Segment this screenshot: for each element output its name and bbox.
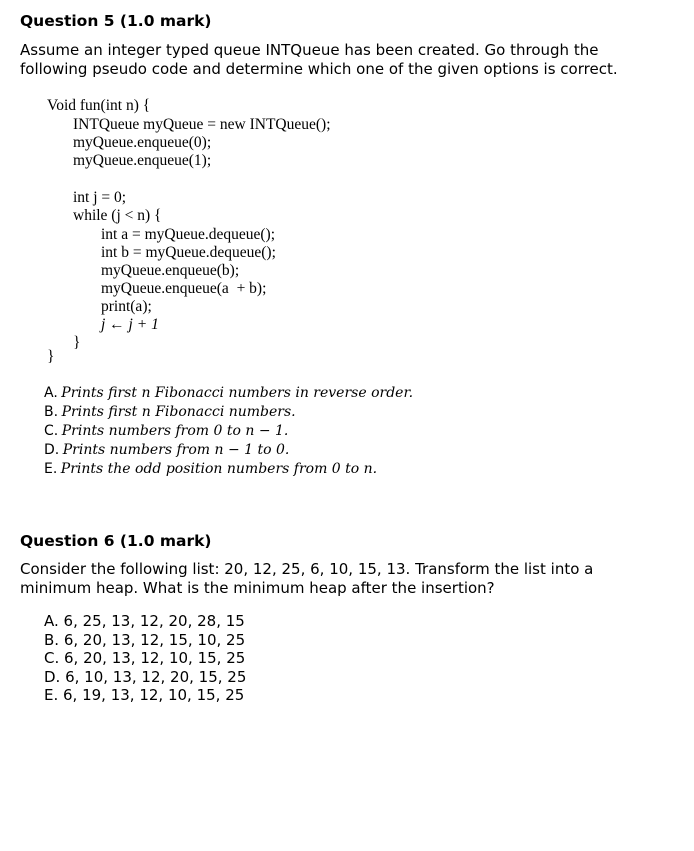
q6-option-d[interactable]: D. 6, 10, 13, 12, 20, 15, 25 [44, 667, 247, 686]
code-line: myQueue.enqueue(a + b); [101, 280, 267, 297]
q5-option-e[interactable]: E. Prints the odd position numbers from 0 to n. [44, 461, 378, 477]
q5-prompt: Assume an integer typed queue INTQueue has been created. Go through the following pseudo code and determine which one of the given options is correct. [20, 41, 618, 78]
code-line: myQueue.enqueue(1); [73, 152, 212, 169]
q6-option-b[interactable]: B. 6, 20, 13, 12, 15, 10, 25 [44, 630, 246, 649]
q6-option-c[interactable]: C. 6, 20, 13, 12, 10, 15, 25 [44, 649, 246, 667]
code-line: j ← j + 1 [101, 316, 159, 333]
code-line: myQueue.enqueue(b); [101, 262, 240, 279]
code-line: int j = 0; [73, 189, 127, 206]
code-line: int b = myQueue.dequeue(); [101, 244, 276, 261]
q6-options [44, 612, 246, 705]
q5-option-c[interactable]: C. Prints numbers from 0 to n − 1. [44, 423, 289, 439]
q5-option-a[interactable]: A. Prints first n Fibonacci numbers in reverse order. [44, 385, 414, 401]
q5-heading: Question 5 (1.0 mark) [20, 12, 212, 30]
q6-heading: Question 6 (1.0 mark) [20, 532, 212, 550]
code-line: while (j < n) { [73, 207, 162, 224]
code-line: } [47, 348, 55, 365]
code-line: INTQueue myQueue = new INTQueue(); [73, 116, 331, 133]
code-line: } [73, 334, 81, 351]
q6-option-a[interactable]: A. 6, 25, 13, 12, 20, 28, 15 [44, 612, 245, 630]
q6-prompt: Consider the following list: 20, 12, 25, 6, 10, 15, 13. Transform the list into a minimum heap. What is the minimum heap after the insertion? [20, 560, 594, 597]
q5-option-d[interactable]: D. Prints numbers from n − 1 to 0. [44, 442, 290, 458]
q5-option-b[interactable]: B. Prints first n Fibonacci numbers. [44, 404, 296, 420]
code-line: Void fun(int n) { [47, 97, 151, 114]
code-line: myQueue.enqueue(0); [73, 134, 212, 151]
q6-option-e[interactable]: E. 6, 19, 13, 12, 10, 15, 25 [44, 686, 245, 704]
code-line: int a = myQueue.dequeue(); [101, 226, 276, 243]
code-line: print(a); [101, 298, 152, 315]
q5-options [44, 384, 413, 479]
